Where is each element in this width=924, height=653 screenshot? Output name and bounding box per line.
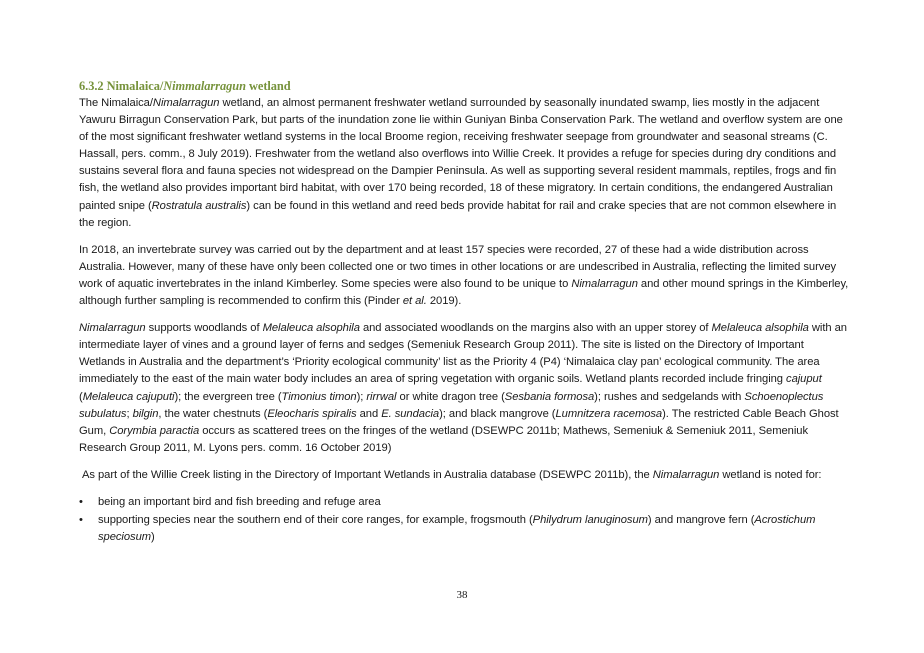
section-heading-text: 6.3.2 Nimalaica/Nimmalarragun wetland	[79, 79, 291, 93]
page-content	[79, 78, 849, 546]
bullet-icon: •	[79, 495, 83, 508]
paragraph-directory-listing: As part of the Willie Creek listing in the Directory of Important Wetlands in Australia database (DSEWPC 2011b), the Nimalarragun wetland is noted for:	[82, 468, 822, 481]
paragraph-invertebrate-survey: In 2018, an invertebrate survey was carried out by the department and at least 157 species were recorded, 27 of these had a wide distribution across Australia. However, many of these have only been collected one or two times in other locations or are undescribed in Australia, reflecting the limited survey work of aquatic invertebrates in the inland Kimberley. Some species were also found to be unique to Nimalarragun and other mound springs in the Kimberley, although further sampling is recommended to confirm this (Pinder et al. 2019).	[79, 243, 849, 308]
section-heading	[79, 78, 849, 95]
bullet-list	[79, 494, 849, 546]
bullet-icon: •	[79, 513, 83, 526]
page-number: 38	[456, 589, 468, 601]
paragraph-vegetation: Nimalarragun supports woodlands of Melaleuca alsophila and associated woodlands on the margins also with an upper storey of Melaleuca alsophila with an intermediate layer of vines and a ground layer of ferns and sedges (Semeniuk Research Group 2011). The site is listed on the Directory of Important Wetlands in Australia and the department’s ‘Priority ecological community’ list as the Priority 4 (P4) ‘Nimalaica clay pan’ ecological community. The area immediately to the east of the main water body includes an area of spring vegetation with organic soils. Wetland plants recorded include fringing cajuput (Melaleuca cajuputi); the evergreen tree (Timonius timon); rirrwal or white dragon tree (Sesbania formosa); rushes and sedgelands with Schoenoplectus subulatus; bilgin, the water chestnuts (Eleocharis spiralis and E. sundacia); and black mangrove (Lumnitzera racemosa). The restricted Cable Beach Ghost Gum, Corymbia paractia occurs as scattered trees on the fringes of the wetland (DSEWPC 2011b; Mathews, Semeniuk & Semeniuk 2011, Semeniuk Research Group 2011, M. Lyons pers. comm. 16 October 2019)	[79, 322, 847, 454]
paragraph-wetland-overview: The Nimalaica/Nimalarragun wetland, an almost permanent freshwater wetland surrounded by seasonally inundated swamp, lies mostly in the adjacent Yawuru Birragun Conservation Park, but parts of the inundation zone lie within Guniyan Binba Conservation Park. The wetland and overflow system are one of the most significant freshwater wetland systems in the local Broome region, receiving freshwater seepage from groundwater and seasonal streams (C. Hassall, pers. comm., 8 July 2019). Freshwater from the wetland also overflows into Willie Creek. It provides a refuge for species during dry conditions and sustains several flora and fauna species not widespread on the Dampier Peninsula. As well as supporting several resident mammals, reptiles, frogs and fin fish, the wetland also provides important bird habitat, with over 170 being recorded, 18 of these migratory. In certain conditions, the endangered Australian painted snipe (Rostratula australis) can be found in this wetland and reed beds provide habitat for rail and crake species that are not common elsewhere in the region.	[79, 97, 843, 229]
list-item: • being an important bird and fish breeding and refuge area	[79, 494, 849, 511]
list-item: • supporting species near the southern end of their core ranges, for example, frogsmouth (Philydrum lanuginosum) and mangrove fern (Acrostichum speciosum)	[79, 513, 816, 543]
